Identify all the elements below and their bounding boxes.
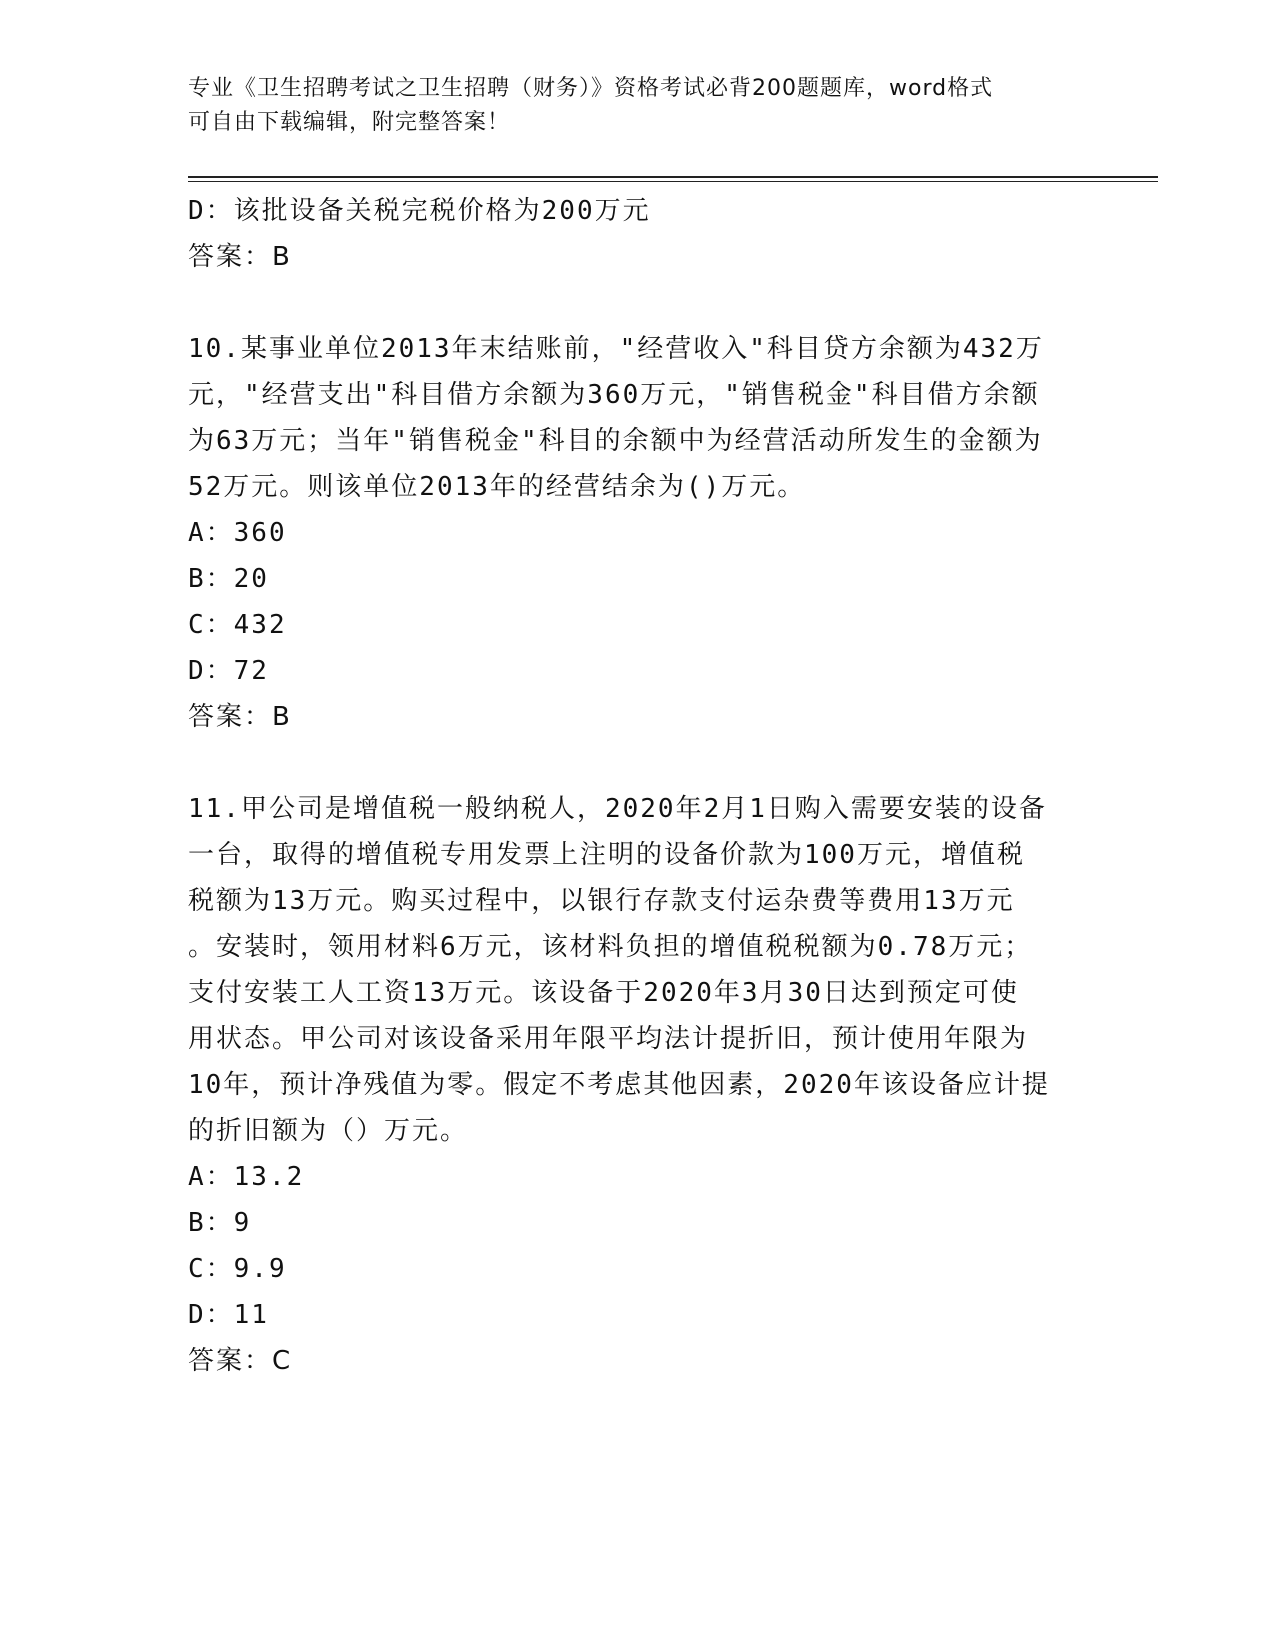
option-c: C：9.9 (188, 1254, 287, 1284)
option-b: B：20 (188, 564, 269, 594)
question-text-line: 11.甲公司是增值税一般纳税人，2020年2月1日购入需要安装的设备 (188, 794, 1047, 824)
question-text-line: 用状态。甲公司对该设备采用年限平均法计提折旧，预计使用年限为 (188, 1024, 1029, 1054)
question-text-line: 的折旧额为（）万元。 (188, 1116, 469, 1146)
previous-question-tail (188, 188, 1093, 280)
header-divider-thin (188, 181, 1158, 182)
question-text-line: 10年，预计净残值为零。假定不考虑其他因素，2020年该设备应计提 (188, 1070, 1050, 1100)
question-text-line: 52万元。则该单位2013年的经营结余为()万元。 (188, 472, 806, 502)
option-d: D：72 (188, 656, 269, 686)
header-line-1: 专业《卫生招聘考试之卫生招聘（财务）》资格考试必背200题题库，word格式 (188, 76, 994, 101)
question-content (188, 188, 1093, 1384)
question-text-line: 一台，取得的增值税专用发票上注明的设备价款为100万元，增值税 (188, 840, 1025, 870)
question-10 (188, 326, 1093, 740)
option-d: D：该批设备关税完税价格为200万元 (188, 196, 651, 226)
answer-line: 答案：B (188, 242, 292, 272)
question-text-line: 支付安装工人工资13万元。该设备于2020年3月30日达到预定可使 (188, 978, 1019, 1008)
option-b: B：9 (188, 1208, 252, 1238)
document-header (188, 72, 1088, 140)
option-a: A：360 (188, 518, 287, 548)
question-text-line: 税额为13万元。购买过程中，以银行存款支付运杂费等费用13万元 (188, 886, 1015, 916)
option-c: C：432 (188, 610, 287, 640)
question-text-line: 为63万元；当年"销售税金"科目的余额中为经营活动所发生的金额为 (188, 426, 1043, 456)
answer-line: 答案：B (188, 702, 292, 732)
option-d: D：11 (188, 1300, 269, 1330)
question-text-line: 。安装时，领用材料6万元，该材料负担的增值税税额为0.78万元； (188, 932, 1033, 962)
question-11 (188, 786, 1093, 1384)
option-a: A：13.2 (188, 1162, 305, 1192)
header-line-2: 可自由下载编辑，附完整答案！ (188, 110, 511, 135)
question-text-line: 元，"经营支出"科目借方余额为360万元，"销售税金"科目借方余额 (188, 380, 1040, 410)
header-divider-thick (188, 176, 1158, 178)
answer-line: 答案：C (188, 1346, 293, 1376)
question-text-line: 10.某事业单位2013年末结账前，"经营收入"科目贷方余额为432万 (188, 334, 1044, 364)
